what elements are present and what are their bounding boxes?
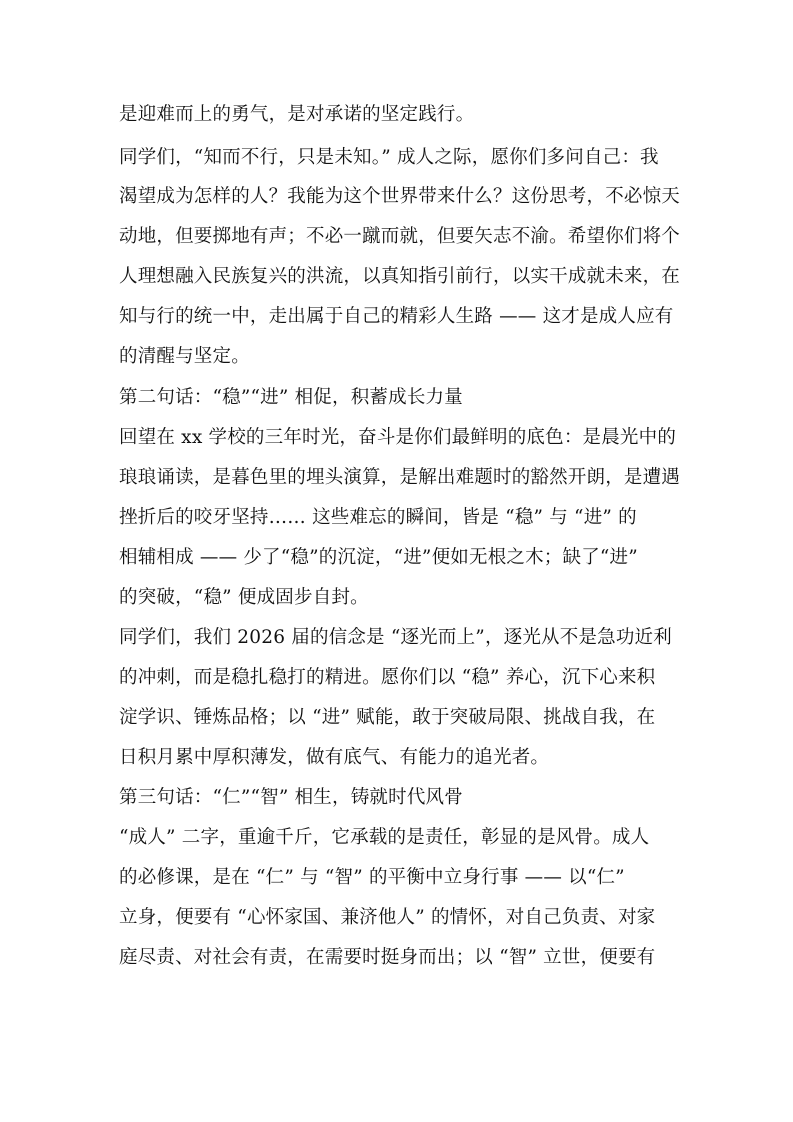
text-line: 的必修课，是在 “仁” 与 “智” 的平衡中立身行事 —— 以“仁” [119, 867, 625, 888]
text-line: 的突破，“稳” 便成固步自封。 [119, 587, 369, 608]
text-line: 同学们，“知而不行，只是未知。” 成人之际，愿你们多问自己：我 [119, 147, 659, 168]
text-line: 淀学识、锤炼品格；以 “进” 赋能，敢于突破局限、挑战自我，在 [119, 707, 656, 728]
text-line: 知与行的统一中，走出属于自己的精彩人生路 —— 这才是成人应有 [119, 306, 674, 327]
text-line: 日积月累中厚积薄发，做有底气、有能力的追光者。 [119, 747, 550, 768]
text-line: 的冲刺，而是稳扎稳打的精进。愿你们以 “稳” 养心，沉下心来积 [119, 667, 656, 688]
text-line: 的清醒与坚定。 [119, 346, 250, 367]
text-line: 相辅相成 —— 少了“稳”的沉淀，“进”便如无根之木；缺了“进” [119, 547, 638, 568]
text-line: 回望在 xx 学校的三年时光，奋斗是你们最鲜明的底色：是晨光中的 [119, 427, 677, 448]
section-heading: 第二句话：“稳”“进” 相促，积蓄成长力量 [119, 387, 463, 408]
text-line: 琅琅诵读，是暮色里的埋头演算，是解出难题时的豁然开朗，是遭遇 [119, 467, 681, 488]
text-line: 同学们，我们 2026 届的信念是 “逐光而上”，逐光从不是急功近利 [119, 627, 672, 648]
text-line: 立身，便要有 “心怀家国、兼济他人” 的情怀，对自己负责、对家 [119, 907, 656, 928]
text-line: 是迎难而上的勇气，是对承诺的坚定践行。 [119, 104, 475, 125]
text-line: 动地，但要掷地有声；不必一蹴而就，但要矢志不渝。希望你们将个 [119, 226, 681, 247]
text-line: 渴望成为怎样的人？我能为这个世界带来什么？这份思考，不必惊天 [119, 186, 681, 207]
text-line: 挫折后的咬牙坚持…… 这些难忘的瞬间，皆是 “稳” 与 “进” 的 [119, 507, 637, 528]
text-line: “成人” 二字，重逾千斤，它承载的是责任，彰显的是风骨。成人 [119, 827, 650, 848]
section-heading: 第三句话：“仁”“智” 相生，铸就时代风骨 [119, 787, 463, 808]
text-line: 庭尽责、对社会有责，在需要时挺身而出；以 “智” 立世，便要有 [119, 947, 656, 968]
text-line: 人理想融入民族复兴的洪流，以真知指引前行，以实干成就未来，在 [119, 266, 681, 287]
